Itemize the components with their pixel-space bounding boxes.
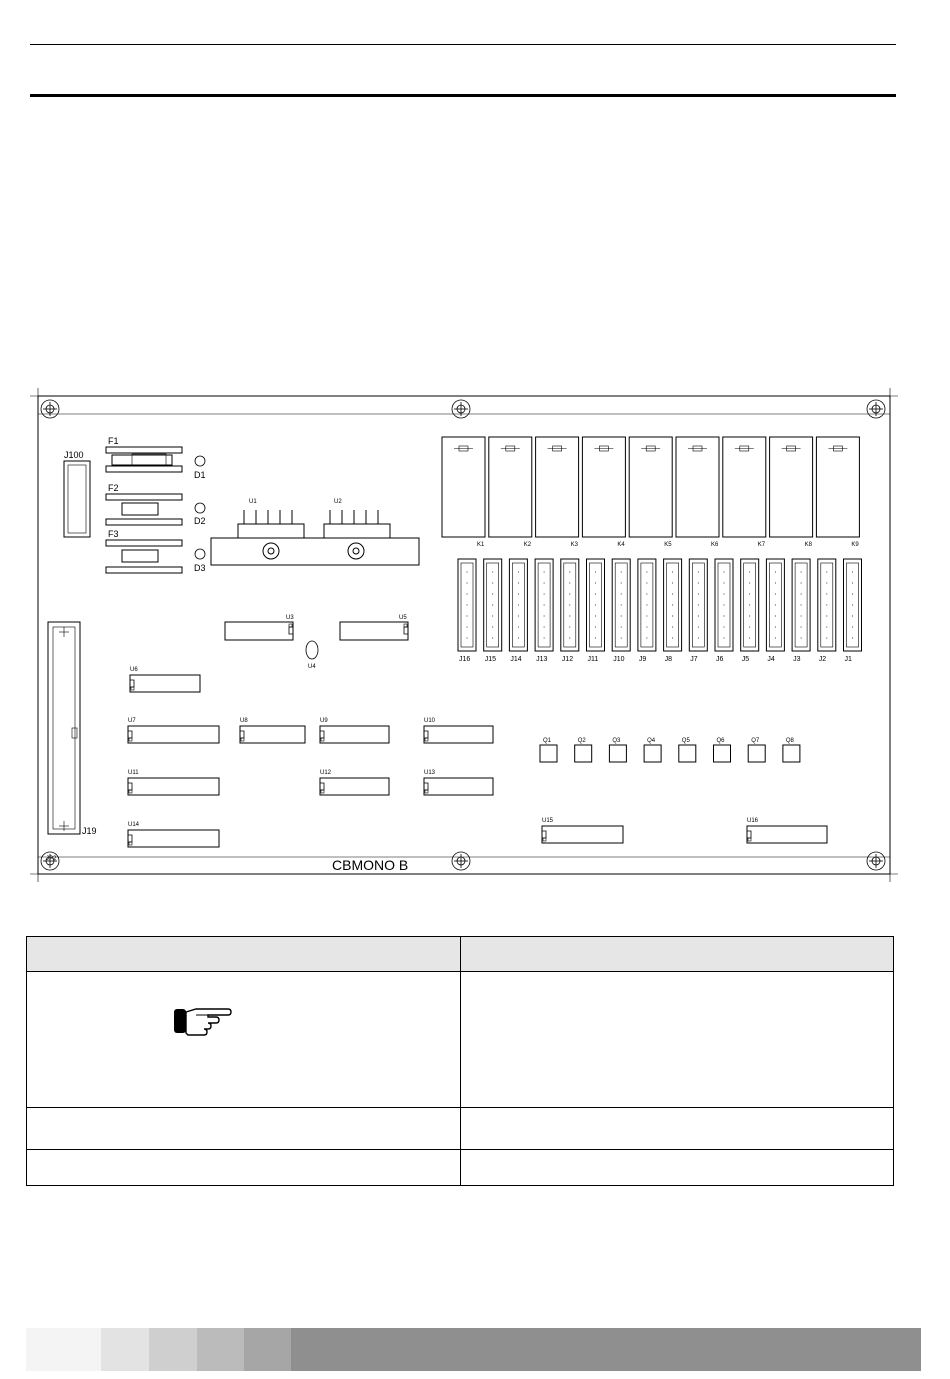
terminal-block bbox=[484, 559, 502, 651]
terminal-group bbox=[458, 559, 862, 663]
relay bbox=[489, 437, 532, 537]
terminal-block bbox=[612, 559, 630, 651]
terminal-block bbox=[535, 559, 553, 651]
transistor-label: Q2 bbox=[577, 738, 586, 744]
relay bbox=[676, 437, 719, 537]
transistor bbox=[609, 745, 626, 762]
table-header-cell bbox=[460, 937, 894, 972]
table-cell bbox=[460, 1150, 894, 1186]
connector-j100 bbox=[64, 461, 90, 537]
footer-shade bbox=[26, 1328, 101, 1371]
table-cell bbox=[27, 972, 461, 1108]
ic-label: U11 bbox=[128, 770, 139, 776]
info-table bbox=[26, 936, 894, 1186]
table-row bbox=[27, 972, 894, 1108]
ic-label: U9 bbox=[320, 718, 328, 724]
footer-shade bbox=[291, 1328, 921, 1371]
terminal-label: J15 bbox=[484, 656, 496, 663]
regulator-u2-label: U2 bbox=[334, 499, 342, 505]
relay-label: K1 bbox=[477, 542, 485, 548]
fuse-label: F2 bbox=[108, 483, 119, 493]
relay-label: K9 bbox=[851, 542, 859, 548]
ic-label: U15 bbox=[542, 818, 554, 824]
ic-label: U8 bbox=[240, 718, 248, 724]
ic-label: U12 bbox=[320, 770, 332, 776]
diode-d3 bbox=[195, 549, 205, 559]
relay-label: K5 bbox=[664, 542, 672, 548]
ic-label: U5 bbox=[399, 615, 407, 621]
fuse-f1 bbox=[106, 447, 182, 472]
terminal-label: J6 bbox=[716, 656, 724, 663]
terminal-block bbox=[509, 559, 527, 651]
mounting-hole bbox=[867, 852, 885, 870]
ic-label: U16 bbox=[747, 818, 759, 824]
ic-chip bbox=[240, 726, 305, 743]
component-u4-label: U4 bbox=[308, 664, 316, 670]
ic-group bbox=[128, 615, 827, 847]
ic-label: U13 bbox=[424, 770, 436, 776]
ic-label: U6 bbox=[130, 667, 138, 673]
footer-shade bbox=[244, 1328, 291, 1371]
ic-chip bbox=[424, 778, 493, 795]
ic-chip bbox=[130, 675, 200, 692]
terminal-block bbox=[561, 559, 579, 651]
transistor bbox=[714, 745, 731, 762]
relay bbox=[536, 437, 579, 537]
transistor bbox=[540, 745, 557, 762]
transistor-label: Q7 bbox=[751, 738, 760, 744]
footer-shade bbox=[101, 1328, 149, 1371]
ic-chip bbox=[128, 778, 219, 795]
footer-shade bbox=[149, 1328, 197, 1371]
relay bbox=[816, 437, 859, 537]
diode-label: D2 bbox=[194, 516, 206, 526]
regulator-u1-label: U1 bbox=[249, 499, 257, 505]
ic-chip bbox=[340, 622, 408, 640]
regulator-heatsink bbox=[211, 510, 419, 565]
transistor bbox=[644, 745, 661, 762]
relay bbox=[723, 437, 766, 537]
relay bbox=[582, 437, 625, 537]
ic-label: U7 bbox=[128, 718, 136, 724]
ic-chip bbox=[225, 622, 293, 640]
terminal-label: J5 bbox=[741, 656, 750, 663]
relay-label: K2 bbox=[523, 542, 532, 548]
ic-chip bbox=[424, 726, 493, 743]
table-row bbox=[27, 1108, 894, 1150]
transistor-label: Q1 bbox=[543, 738, 552, 744]
board-outline bbox=[38, 396, 890, 874]
transistor bbox=[783, 745, 800, 762]
mounting-hole bbox=[452, 400, 470, 418]
mounting-hole bbox=[41, 400, 59, 418]
relay bbox=[442, 437, 485, 537]
fuse-f2 bbox=[106, 494, 182, 525]
fuse-label: F1 bbox=[108, 436, 119, 446]
terminal-label: J4 bbox=[767, 656, 775, 663]
connector-j100-label: J100 bbox=[64, 450, 84, 460]
pointing-hand-icon bbox=[174, 1006, 232, 1036]
fuse-f3 bbox=[106, 540, 182, 573]
ic-label: U10 bbox=[424, 718, 436, 724]
diode-label: D3 bbox=[194, 563, 206, 573]
terminal-block bbox=[458, 559, 476, 651]
connector-j19-label: J19 bbox=[82, 826, 97, 836]
terminal-label: J2 bbox=[818, 656, 827, 663]
table-header-row bbox=[27, 937, 894, 972]
diode-d2 bbox=[195, 503, 205, 513]
terminal-label: J16 bbox=[459, 656, 471, 663]
terminal-block bbox=[689, 559, 707, 651]
terminal-label: J13 bbox=[536, 656, 548, 663]
terminal-block bbox=[638, 559, 656, 651]
transistor bbox=[748, 745, 765, 762]
transistor-label: Q4 bbox=[647, 738, 656, 744]
relay-label: K7 bbox=[757, 542, 766, 548]
transistor-label: Q6 bbox=[716, 738, 725, 744]
terminal-block bbox=[715, 559, 733, 651]
terminal-label: J3 bbox=[793, 656, 801, 663]
relay-label: K6 bbox=[711, 542, 719, 548]
mounting-hole bbox=[867, 400, 885, 418]
relay bbox=[629, 437, 672, 537]
component-u4 bbox=[306, 641, 318, 659]
terminal-label: J14 bbox=[510, 656, 522, 663]
relay-group bbox=[442, 437, 859, 548]
terminal-label: J9 bbox=[638, 656, 647, 663]
terminal-block bbox=[664, 559, 682, 651]
terminal-label: J11 bbox=[587, 656, 599, 663]
relay-label: K8 bbox=[804, 542, 812, 548]
relay bbox=[770, 437, 813, 537]
transistor bbox=[679, 745, 696, 762]
ic-chip bbox=[320, 726, 389, 743]
table-row bbox=[27, 1150, 894, 1186]
ic-label: U3 bbox=[286, 615, 294, 621]
terminal-block bbox=[818, 559, 836, 651]
ic-chip bbox=[747, 826, 827, 843]
terminal-label: J12 bbox=[561, 656, 574, 663]
table-cell bbox=[460, 1108, 894, 1150]
table-header-cell bbox=[27, 937, 461, 972]
diode-d1 bbox=[195, 456, 205, 466]
connector-j19 bbox=[48, 622, 80, 834]
ic-chip bbox=[128, 726, 219, 743]
ic-chip bbox=[542, 826, 623, 843]
relay-label: K3 bbox=[570, 542, 578, 548]
transistor-label: Q3 bbox=[612, 738, 621, 744]
terminal-block bbox=[766, 559, 784, 651]
table-cell bbox=[27, 1150, 461, 1186]
relay-label: K4 bbox=[617, 542, 625, 548]
ic-chip bbox=[128, 830, 219, 847]
terminal-block bbox=[587, 559, 605, 651]
table-cell bbox=[460, 972, 894, 1108]
ic-chip bbox=[320, 778, 389, 795]
terminal-block bbox=[741, 559, 759, 651]
terminal-block bbox=[792, 559, 810, 651]
table-cell bbox=[27, 1108, 461, 1150]
terminal-label: J8 bbox=[664, 656, 673, 663]
footer-shade bbox=[197, 1328, 244, 1371]
terminal-label: J10 bbox=[613, 656, 625, 663]
ic-label: U14 bbox=[128, 822, 140, 828]
fuse-label: F3 bbox=[108, 529, 119, 539]
transistor-label: Q8 bbox=[785, 738, 794, 744]
transistor-label: Q5 bbox=[681, 738, 690, 744]
diode-label: D1 bbox=[194, 470, 206, 480]
board-title: CBMONO B bbox=[332, 857, 409, 873]
terminal-label: J7 bbox=[690, 656, 698, 663]
terminal-label: J1 bbox=[844, 656, 852, 663]
terminal-block bbox=[844, 559, 862, 651]
mounting-hole bbox=[452, 852, 470, 870]
transistor-group bbox=[540, 738, 800, 762]
transistor bbox=[575, 745, 592, 762]
corner-mark-label: JP2 bbox=[46, 856, 57, 862]
